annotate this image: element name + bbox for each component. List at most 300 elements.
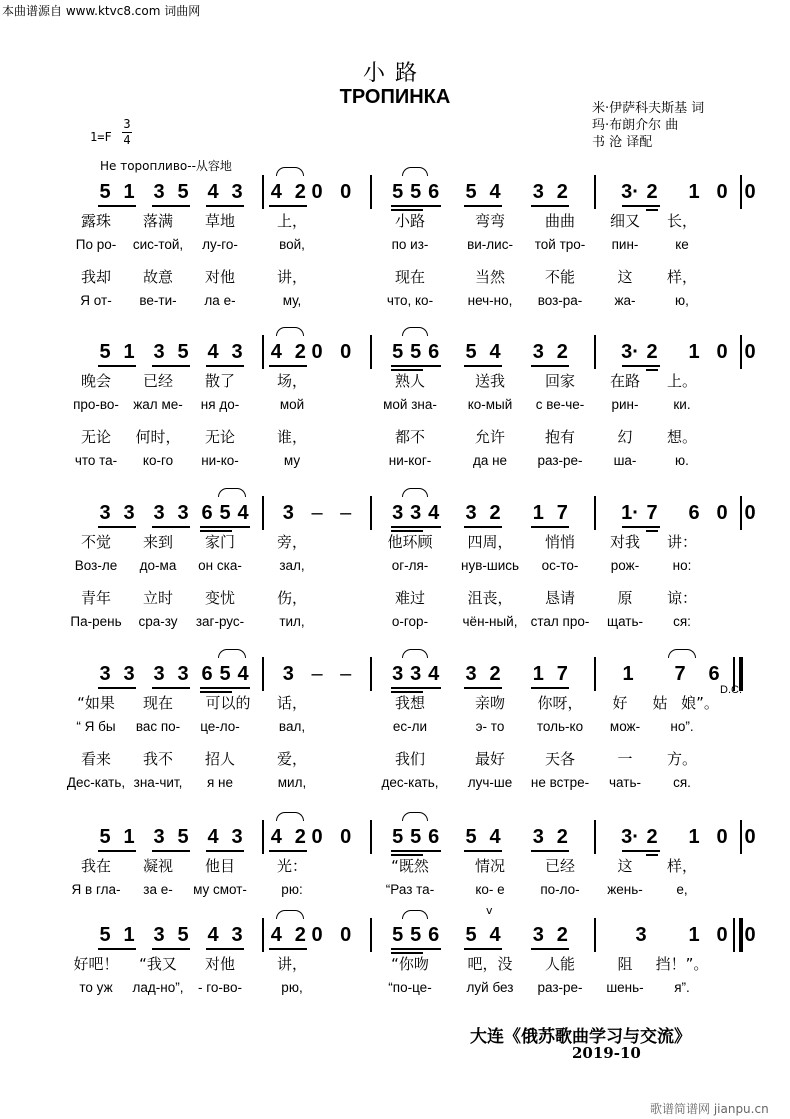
lyric-syllable-cn: 讲：: [666, 533, 698, 551]
slur: [402, 649, 428, 658]
lyric-syllable-ru: э- то: [475, 719, 505, 734]
lyric-syllable-cn: 他环顾: [387, 533, 433, 551]
lyric-syllable-cn: 我却: [80, 268, 112, 286]
note-7: 7: [674, 663, 686, 685]
note-5: 5: [99, 181, 111, 203]
lyric-syllable-ru: рю,: [281, 980, 303, 995]
eighth-beam: [391, 205, 441, 207]
eighth-beam: [391, 687, 441, 689]
note-1: 1: [123, 341, 135, 363]
lyric-syllable-ru: ю.: [675, 453, 689, 468]
slur: [218, 488, 246, 497]
note-4: 4: [270, 826, 282, 848]
eighth-beam: [206, 365, 244, 367]
note-5: 5: [465, 924, 477, 946]
footer-date: 2019-10: [572, 1044, 641, 1062]
lyric-syllable-cn: 当然: [474, 268, 506, 286]
note-2: 2: [646, 341, 658, 363]
lyric-syllable-ru: жень-: [607, 882, 643, 897]
note-6: 6: [428, 826, 440, 848]
lyric-syllable-ru: ю,: [675, 293, 689, 308]
lyric-syllable-ru: ша-: [613, 453, 637, 468]
lyric-syllable-cn: “既然: [391, 857, 429, 875]
note-3: 3: [231, 924, 243, 946]
slur: [402, 910, 428, 919]
slur: [218, 649, 246, 658]
lyric-syllable-cn: “如果: [77, 694, 115, 712]
note-3: 3: [231, 341, 243, 363]
barline: [594, 175, 596, 209]
lyric-syllable-cn: 娘”。: [681, 694, 719, 712]
note-2: 2: [556, 826, 568, 848]
lyric-syllable-cn: 爱，: [276, 750, 308, 768]
lyric-syllable-cn: 方。: [666, 750, 698, 768]
lyric-syllable-ru: вал,: [278, 719, 306, 734]
lyric-syllable-cn: 好: [612, 694, 628, 712]
lyric-syllable-cn: 来到: [142, 533, 174, 551]
lyric-syllable-cn: 家门: [204, 533, 236, 551]
key-signature: 1=F: [90, 130, 112, 144]
lyric-syllable-ru: зал,: [279, 558, 305, 573]
lyric-syllable-ru: ла е-: [204, 293, 236, 308]
note-3: 3: [392, 502, 404, 524]
lyric-syllable-ru: ве-ти-: [139, 293, 177, 308]
lyric-syllable-cn: 我不: [142, 750, 174, 768]
eighth-beam: [98, 948, 136, 950]
note-2: 2: [556, 181, 568, 203]
note-3: 3: [177, 663, 189, 685]
note-4: 4: [489, 924, 501, 946]
credit-lyricist: 米·伊萨科夫斯基 词: [592, 101, 705, 116]
note-0: 0: [340, 181, 352, 203]
lyric-syllable-cn: 凝视: [142, 857, 174, 875]
lyric-syllable-cn: 谅：: [666, 589, 698, 607]
eighth-beam: [622, 205, 660, 207]
lyric-syllable-cn: 熟人: [394, 372, 426, 390]
eighth-beam: [206, 948, 244, 950]
lyric-syllable-cn: 你呀，: [537, 694, 583, 712]
lyric-syllable-ru: не встре-: [530, 775, 590, 790]
eighth-beam: [531, 526, 569, 528]
note-3: 3: [532, 826, 544, 848]
lyric-syllable-cn: 上，: [276, 212, 308, 230]
slur: [402, 812, 428, 821]
eighth-beam: [622, 526, 660, 528]
note-4: 4: [207, 924, 219, 946]
sixteenth-beam: [391, 209, 423, 211]
lyric-syllable-cn: 讲，: [276, 268, 308, 286]
barline: [370, 657, 372, 691]
note-3: 3: [532, 341, 544, 363]
note-1: 1: [688, 341, 700, 363]
eighth-beam: [206, 205, 244, 207]
note-3: 3·: [621, 341, 639, 363]
note-5: 5: [465, 341, 477, 363]
sixteenth-beam: [646, 209, 658, 211]
end-barline: [739, 918, 743, 952]
lyric-syllable-ru: ни-ко-: [201, 453, 239, 468]
lyric-syllable-cn: 允许: [474, 428, 506, 446]
lyric-syllable-ru: ся:: [673, 614, 691, 629]
eighth-beam: [391, 365, 441, 367]
eighth-beam: [98, 205, 136, 207]
lyric-syllable-ru: про-во-: [73, 397, 119, 412]
lyric-syllable-cn: 四周，: [467, 533, 513, 551]
lyric-syllable-ru: По ро-: [75, 237, 117, 252]
lyric-syllable-cn: 小路: [394, 212, 426, 230]
lyric-syllable-cn: 旁，: [276, 533, 308, 551]
lyric-syllable-ru: Воз-ле: [74, 558, 118, 573]
barline: [594, 496, 596, 530]
lyric-syllable-ru: шень-: [606, 980, 644, 995]
lyric-syllable-ru: ко-го: [142, 453, 174, 468]
lyric-syllable-cn: 青年: [80, 589, 112, 607]
lyric-syllable-ru: раз-ре-: [537, 453, 583, 468]
note-2: 2: [556, 924, 568, 946]
note-5: 5: [177, 924, 189, 946]
note-3: 3: [392, 663, 404, 685]
lyric-syllable-ru: с ве-че-: [535, 397, 585, 412]
sixteenth-beam: [646, 530, 658, 532]
lyric-syllable-ru: “по-це-: [388, 980, 432, 995]
lyric-syllable-ru: мил,: [277, 775, 307, 790]
note-4: 4: [270, 181, 282, 203]
note-0: 0: [744, 924, 756, 946]
lyric-syllable-ru: то уж: [79, 980, 113, 995]
lyric-syllable-cn: 草地: [204, 212, 236, 230]
eighth-beam: [464, 365, 502, 367]
lyric-syllable-ru: заг-рус-: [195, 614, 245, 629]
lyric-syllable-cn: 细又: [609, 212, 641, 230]
lyric-syllable-ru: Я от-: [80, 293, 112, 308]
eighth-beam: [464, 526, 502, 528]
sustain-dash: –: [311, 663, 323, 685]
note-0: 0: [311, 826, 323, 848]
note-1: 1: [622, 663, 634, 685]
lyric-syllable-ru: по из-: [391, 237, 429, 252]
note-5: 5: [392, 924, 404, 946]
sixteenth-beam: [200, 530, 232, 532]
lyric-syllable-cn: “你吻: [391, 955, 429, 973]
lyric-syllable-ru: чён-ный,: [462, 614, 518, 629]
note-3: 3: [231, 181, 243, 203]
lyric-syllable-cn: 回家: [544, 372, 576, 390]
da-capo: D.C.: [720, 684, 742, 696]
note-0: 0: [716, 181, 728, 203]
lyric-syllable-cn: 现在: [142, 694, 174, 712]
footer-publisher: 大连《俄苏歌曲学习与交流》: [470, 1027, 691, 1047]
note-2: 2: [294, 826, 306, 848]
note-3: 3: [153, 181, 165, 203]
eighth-beam: [206, 850, 244, 852]
note-6: 6: [428, 924, 440, 946]
slur: [402, 327, 428, 336]
note-5: 5: [392, 181, 404, 203]
lyric-syllable-ru: по-ло-: [540, 882, 580, 897]
note-4: 4: [237, 502, 249, 524]
lyric-syllable-ru: о-гор-: [391, 614, 429, 629]
lyric-syllable-cn: 晚会: [80, 372, 112, 390]
note-0: 0: [744, 502, 756, 524]
note-1: 1: [688, 181, 700, 203]
lyric-syllable-cn: 立时: [142, 589, 174, 607]
note-3: 3: [465, 663, 477, 685]
barline: [740, 335, 742, 369]
lyric-syllable-ru: он ска-: [198, 558, 242, 573]
lyric-syllable-cn: 好吧！: [73, 955, 119, 973]
note-3: 3: [153, 924, 165, 946]
lyric-syllable-ru: вас по-: [135, 719, 181, 734]
lyric-syllable-ru: стал про-: [530, 614, 590, 629]
slur: [276, 812, 304, 821]
lyric-syllable-cn: 现在: [394, 268, 426, 286]
note-4: 4: [207, 181, 219, 203]
sustain-dash: –: [340, 502, 352, 524]
lyric-syllable-ru: чать-: [609, 775, 641, 790]
note-3: 3·: [621, 181, 639, 203]
eighth-beam: [531, 365, 569, 367]
eighth-beam: [269, 948, 307, 950]
lyric-syllable-cn: 不能: [544, 268, 576, 286]
lyric-syllable-ru: я”.: [674, 980, 690, 995]
lyric-syllable-ru: воз-ра-: [537, 293, 583, 308]
lyric-syllable-ru: луч-ше: [467, 775, 513, 790]
note-3: 3: [231, 826, 243, 848]
note-4: 4: [270, 341, 282, 363]
lyric-syllable-cn: 样，: [666, 268, 698, 286]
tempo-marking: Не торопливо--从容地: [100, 159, 232, 173]
note-5: 5: [99, 924, 111, 946]
lyric-syllable-ru: жал ме-: [133, 397, 183, 412]
lyric-syllable-cn: 天各: [544, 750, 576, 768]
lyric-syllable-ru: лад-но”,: [132, 980, 184, 995]
lyric-syllable-cn: 已经: [544, 857, 576, 875]
note-3: 3: [532, 181, 544, 203]
lyric-syllable-cn: 他目: [204, 857, 236, 875]
barline: [733, 918, 735, 952]
eighth-beam: [464, 687, 502, 689]
note-0: 0: [311, 181, 323, 203]
lyric-syllable-ru: мож-: [609, 719, 641, 734]
lyric-syllable-ru: до-ма: [139, 558, 177, 573]
title-chinese: 小路: [362, 61, 427, 86]
lyric-syllable-ru: вой,: [279, 237, 305, 252]
note-3: 3: [465, 502, 477, 524]
lyric-syllable-cn: 长，: [666, 212, 698, 230]
sixteenth-beam: [200, 691, 232, 693]
lyric-syllable-cn: 我想: [394, 694, 426, 712]
note-2: 2: [646, 826, 658, 848]
note-5: 5: [410, 826, 422, 848]
note-3: 3: [153, 826, 165, 848]
note-3: 3: [153, 341, 165, 363]
barline: [740, 496, 742, 530]
lyric-syllable-ru: раз-ре-: [537, 980, 583, 995]
lyric-syllable-ru: ся.: [673, 775, 691, 790]
lyric-syllable-ru: ко-мый: [467, 397, 513, 412]
note-3: 3·: [621, 826, 639, 848]
eighth-beam: [152, 526, 190, 528]
note-1: 1: [688, 924, 700, 946]
note-4: 4: [428, 502, 440, 524]
eighth-beam: [531, 687, 569, 689]
sixteenth-beam: [391, 369, 423, 371]
lyric-syllable-cn: 沮丧，: [467, 589, 513, 607]
lyric-syllable-ru: ня до-: [200, 397, 240, 412]
lyric-syllable-ru: тил,: [279, 614, 305, 629]
note-3: 3: [123, 663, 135, 685]
note-5: 5: [99, 341, 111, 363]
lyric-syllable-cn: 对他: [204, 268, 236, 286]
lyric-syllable-cn: 恳请: [544, 589, 576, 607]
lyric-syllable-ru: но:: [672, 558, 692, 573]
lyric-syllable-ru: Я в гла-: [71, 882, 121, 897]
eighth-beam: [531, 205, 569, 207]
lyric-syllable-cn: 一: [617, 750, 633, 768]
note-2: 2: [294, 181, 306, 203]
note-0: 0: [311, 924, 323, 946]
lyric-syllable-cn: 散了: [204, 372, 236, 390]
sixteenth-beam: [391, 530, 423, 532]
lyric-syllable-cn: 曲曲: [544, 212, 576, 230]
lyric-syllable-ru: щать-: [606, 614, 644, 629]
lyric-syllable-cn: 吧，没: [467, 955, 513, 973]
eighth-beam: [464, 948, 502, 950]
barline: [370, 335, 372, 369]
note-5: 5: [392, 826, 404, 848]
note-2: 2: [556, 341, 568, 363]
lyric-syllable-ru: ос-то-: [541, 558, 579, 573]
lyric-syllable-ru: ке: [675, 237, 689, 252]
eighth-beam: [152, 205, 190, 207]
note-5: 5: [410, 341, 422, 363]
note-5: 5: [219, 663, 231, 685]
lyric-syllable-ru: му: [283, 453, 301, 468]
note-0: 0: [340, 826, 352, 848]
lyric-syllable-cn: 人能: [544, 955, 576, 973]
lyric-syllable-cn: 已经: [142, 372, 174, 390]
barline: [370, 918, 372, 952]
note-0: 0: [340, 924, 352, 946]
lyric-syllable-cn: 故意: [142, 268, 174, 286]
lyric-syllable-ru: ог-ля-: [391, 558, 429, 573]
lyric-syllable-cn: 对他: [204, 955, 236, 973]
note-2: 2: [294, 924, 306, 946]
barline: [262, 918, 264, 952]
lyric-syllable-ru: рож-: [610, 558, 640, 573]
eighth-beam: [531, 948, 569, 950]
lyric-syllable-cn: “我又: [139, 955, 177, 973]
lyric-syllable-cn: 最好: [474, 750, 506, 768]
barline: [262, 335, 264, 369]
note-4: 4: [489, 826, 501, 848]
note-3: 3: [532, 924, 544, 946]
lyric-syllable-cn: 原: [617, 589, 633, 607]
lyric-syllable-cn: 难过: [394, 589, 426, 607]
note-6: 6: [688, 502, 700, 524]
lyric-syllable-ru: жа-: [614, 293, 636, 308]
sixteenth-beam: [391, 691, 423, 693]
note-2: 2: [489, 663, 501, 685]
barline: [594, 918, 596, 952]
lyric-syllable-cn: 在路: [609, 372, 641, 390]
sixteenth-beam: [391, 952, 423, 954]
note-6: 6: [201, 502, 213, 524]
eighth-beam: [622, 365, 660, 367]
eighth-beam: [391, 850, 441, 852]
eighth-beam: [531, 850, 569, 852]
note-1: 1: [123, 181, 135, 203]
note-4: 4: [207, 341, 219, 363]
note-7: 7: [556, 502, 568, 524]
lyric-syllable-cn: 场，: [276, 372, 308, 390]
watermark: 歌谱简谱网 jianpu.cn: [650, 1102, 769, 1116]
lyric-syllable-ru: той тро-: [534, 237, 586, 252]
lyric-syllable-ru: но”.: [670, 719, 694, 734]
note-4: 4: [270, 924, 282, 946]
note-0: 0: [716, 502, 728, 524]
note-5: 5: [465, 181, 477, 203]
note-4: 4: [428, 663, 440, 685]
slur: [276, 910, 304, 919]
note-3: 3: [99, 663, 111, 685]
note-7: 7: [556, 663, 568, 685]
note-0: 0: [716, 826, 728, 848]
note-1: 1·: [621, 502, 639, 524]
lyric-syllable-cn: 悄悄: [544, 533, 576, 551]
note-2: 2: [294, 341, 306, 363]
barline: [262, 496, 264, 530]
note-0: 0: [340, 341, 352, 363]
eighth-beam: [152, 687, 190, 689]
note-7: 7: [646, 502, 658, 524]
note-3: 3: [99, 502, 111, 524]
eighth-beam: [98, 526, 136, 528]
lyric-syllable-ru: Дес-кать,: [66, 775, 126, 790]
note-3: 3: [153, 663, 165, 685]
lyric-syllable-cn: 弯弯: [474, 212, 506, 230]
note-3: 3: [635, 924, 647, 946]
breath-mark: v: [486, 904, 493, 917]
lyric-syllable-cn: 光：: [276, 857, 308, 875]
note-0: 0: [716, 924, 728, 946]
note-1: 1: [532, 663, 544, 685]
time-signature: [122, 118, 132, 147]
lyric-syllable-ru: му,: [282, 293, 302, 308]
note-4: 4: [489, 181, 501, 203]
note-3: 3: [410, 502, 422, 524]
note-3: 3: [153, 502, 165, 524]
barline: [594, 820, 596, 854]
eighth-beam: [98, 850, 136, 852]
note-3: 3: [123, 502, 135, 524]
time-numerator: 3: [123, 117, 131, 131]
lyric-syllable-cn: 讲，: [276, 955, 308, 973]
barline: [594, 335, 596, 369]
note-5: 5: [465, 826, 477, 848]
lyric-syllable-ru: сра-зу: [138, 614, 178, 629]
lyric-syllable-ru: му смот-: [193, 882, 247, 897]
lyric-syllable-cn: 话，: [276, 694, 308, 712]
note-6: 6: [428, 341, 440, 363]
lyric-syllable-ru: ки.: [673, 397, 691, 412]
lyric-syllable-ru: зна-чит,: [133, 775, 183, 790]
sixteenth-beam: [646, 369, 658, 371]
sixteenth-beam: [391, 854, 423, 856]
lyric-syllable-ru: сис-той,: [132, 237, 184, 252]
slur: [402, 488, 428, 497]
lyric-syllable-ru: да не: [472, 453, 508, 468]
